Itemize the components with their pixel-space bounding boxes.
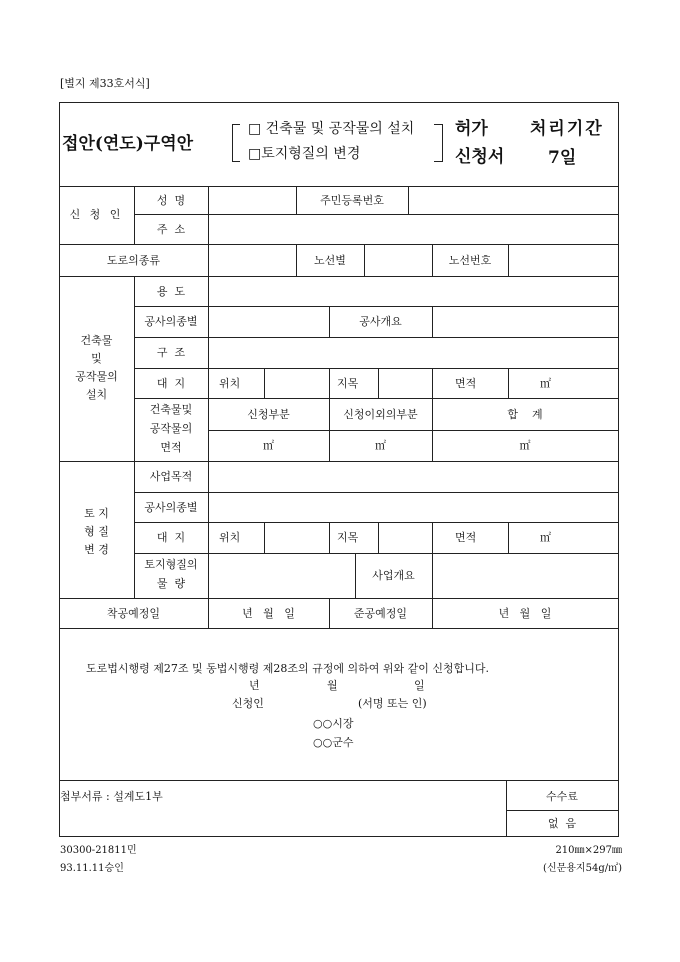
form-title: 접안(연도)구역안: [62, 134, 194, 154]
building-area-label: 건축물및: [149, 403, 193, 416]
building-section-label: 건축물: [80, 334, 113, 347]
building-area-label-2: 공작물의: [149, 422, 193, 435]
attachments-label: 첨부서류 : 설계도1부: [60, 790, 163, 803]
applicant-label: 신 청 인: [69, 208, 124, 221]
completion-date-label: 준공예정일: [353, 607, 408, 620]
applied-part-unit: ㎡: [263, 439, 274, 452]
doc-number: 30300-21811민: [60, 845, 137, 856]
mayor-label: ○○시장: [313, 717, 354, 730]
land-section-label: 토 지: [84, 507, 109, 520]
applied-part-label: 신청부분: [247, 408, 290, 421]
quantity-label: 토지형질의: [144, 558, 198, 571]
building-section-label-2: 및: [91, 352, 102, 365]
land-site-label: 대 지: [156, 531, 186, 544]
name-field[interactable]: [209, 187, 296, 214]
building-area-label-3: 면적: [160, 441, 182, 454]
option-land-checkbox[interactable]: □토지형질의 변경: [248, 146, 361, 162]
land-lot-label: 지목: [337, 531, 359, 544]
rrn-field[interactable]: [409, 187, 618, 214]
approval-date: 93.11.11승인: [60, 863, 124, 874]
date-year: 년: [249, 679, 260, 692]
business-summary-label: 사업개요: [372, 569, 415, 582]
name-label: 성 명: [156, 194, 186, 207]
purpose-label: 사업목적: [149, 470, 193, 483]
start-date-label: 착공예정일: [106, 607, 161, 620]
total-unit: ㎡: [519, 439, 531, 452]
county-label: ○○군수: [313, 736, 354, 749]
land-area-label: 면적: [455, 531, 477, 544]
declaration-applicant-label: 신청인: [232, 697, 264, 710]
route-field[interactable]: [365, 245, 432, 276]
paper-size: 210㎜×297㎜: [555, 845, 622, 856]
rrn-label: 주민등록번호: [320, 194, 384, 207]
other-part-unit: ㎡: [375, 439, 386, 452]
date-day: 일: [414, 679, 425, 692]
location-label: 위치: [219, 377, 241, 390]
fee-label: 수수료: [546, 790, 578, 803]
use-label: 용 도: [156, 285, 186, 298]
form-id: [별지 제33호서식]: [60, 77, 150, 90]
paper-type: (신문용지54g/㎡): [543, 863, 622, 874]
period-value: 7일: [548, 148, 577, 168]
land-section-label-3: 변 경: [84, 543, 109, 556]
structure-label: 구 조: [156, 346, 186, 359]
completion-date-field[interactable]: 년 월 일: [498, 607, 552, 620]
route-no-label: 노선번호: [448, 254, 492, 267]
application-label: 신청서: [455, 147, 505, 167]
permit-label: 허가: [455, 119, 488, 139]
other-part-label: 신청이외의부분: [343, 408, 418, 421]
route-no-field[interactable]: [509, 245, 618, 276]
lot-label: 지목: [337, 377, 359, 390]
signature-label: (서명 또는 인): [358, 697, 427, 710]
address-label: 주 소: [156, 223, 186, 236]
road-type-field[interactable]: [209, 245, 296, 276]
work-summary-label: 공사개요: [359, 315, 402, 328]
address-field[interactable]: [209, 215, 618, 244]
building-section-label-4: 설치: [85, 388, 108, 401]
site-label: 대 지: [156, 377, 186, 390]
land-location-label: 위치: [219, 531, 241, 544]
route-label: 노선별: [314, 254, 346, 267]
fee-value: 없 음: [547, 817, 577, 830]
option-building-checkbox[interactable]: □ 건축물 및 공작물의 설치: [248, 121, 415, 137]
land-work-type-label: 공사의종별: [144, 501, 198, 514]
declaration-text: 도로법시행령 제27조 및 동법시행령 제28조의 규정에 의하여 위와 같이 신청합니다.: [86, 662, 489, 675]
building-section-label-3: 공작물의: [75, 370, 118, 383]
road-type-label: 도로의종류: [106, 254, 161, 267]
land-section-label-2: 형 질: [84, 525, 109, 538]
area-label: 면적: [455, 377, 477, 390]
land-area-unit: ㎡: [540, 531, 551, 544]
start-date-field[interactable]: 년 월 일: [242, 607, 295, 620]
period-label: 처리기간: [530, 119, 604, 139]
quantity-label-2: 물 량: [156, 577, 186, 590]
work-type-label: 공사의종별: [144, 315, 198, 328]
area-unit: ㎡: [540, 377, 551, 390]
total-label: 합 계: [507, 408, 543, 421]
date-month: 월: [327, 679, 338, 692]
